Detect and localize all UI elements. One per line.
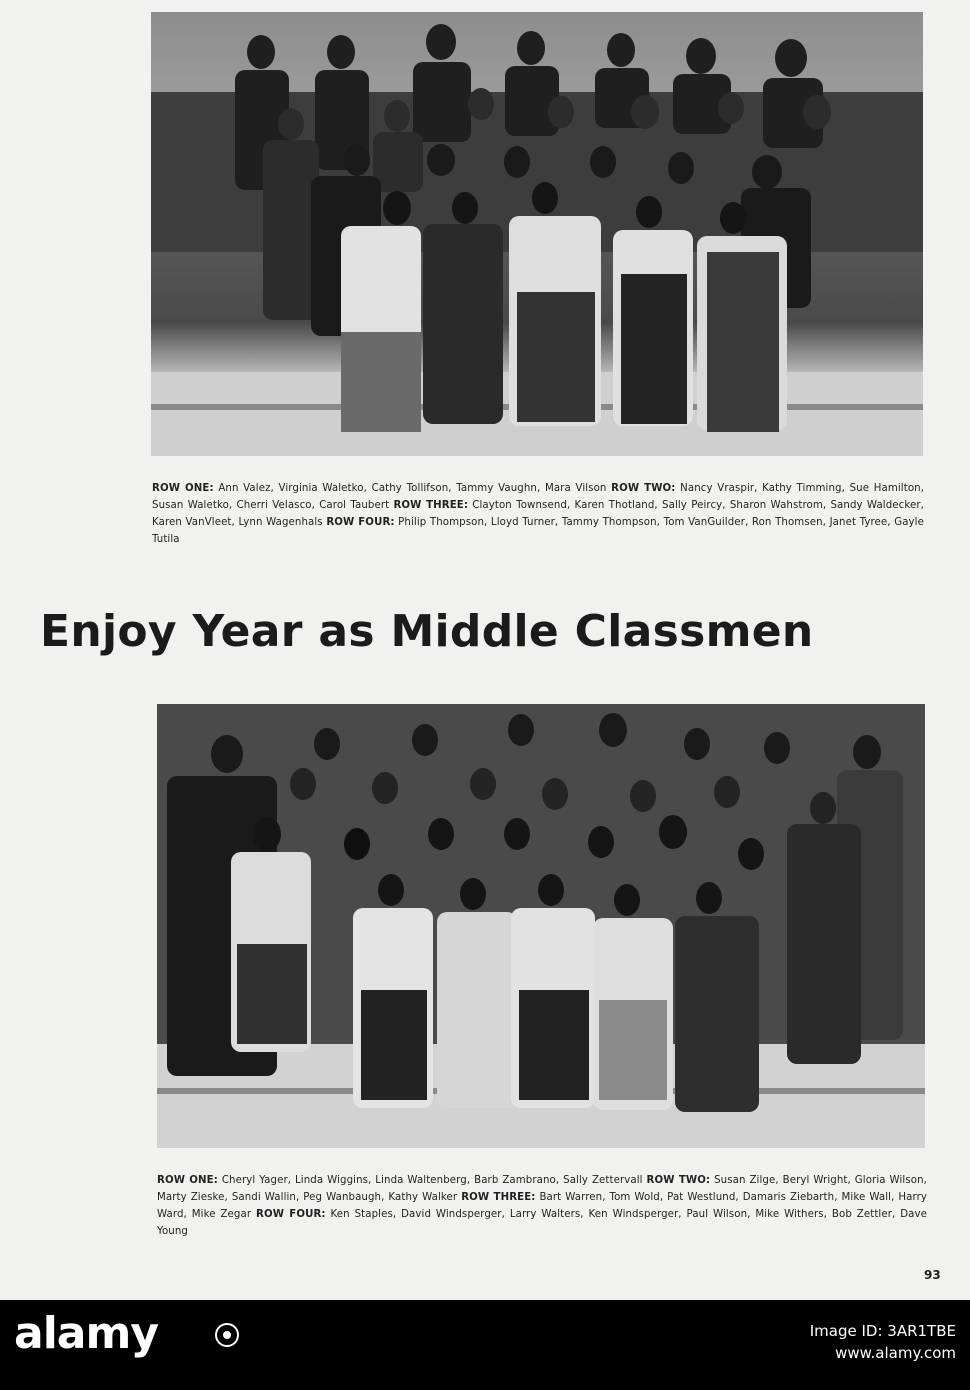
row-two-label: ROW TWO: bbox=[646, 1175, 711, 1186]
class-photo-bottom bbox=[157, 704, 925, 1148]
row-one-label: ROW ONE: bbox=[157, 1175, 218, 1186]
page-headline: Enjoy Year as Middle Classmen bbox=[40, 606, 814, 657]
row-three-label: ROW THREE: bbox=[461, 1192, 536, 1203]
page-number: 93 bbox=[924, 1268, 941, 1282]
row-four-label: ROW FOUR: bbox=[326, 517, 395, 528]
row-three-names: Bart Warren, Tom Wold, Pat Westlund, Damaris Ziebarth, Mike Wall, Harry Ward, Mike Zegar bbox=[157, 1192, 928, 1220]
row-four-names: Ken Staples, David Windsperger, Larry Walters, Ken Windsperger, Paul Wilson, Mike Withers, Bob Zettler, Dave Young bbox=[157, 1209, 928, 1237]
watermark-footer bbox=[0, 1300, 970, 1390]
row-four-names: Philip Thompson, Lloyd Turner, Tammy Thompson, Tom VanGuilder, Ron Thomsen, Janet Tyree, Gayle Tutila bbox=[152, 517, 924, 545]
watermark-logo: alamy bbox=[14, 1308, 158, 1359]
row-one-names: Cheryl Yager, Linda Wiggins, Linda Waltenberg, Barb Zambrano, Sally Zettervall bbox=[221, 1175, 643, 1186]
class-photo-top-figures bbox=[151, 12, 923, 456]
row-two-names: Nancy Vraspir, Kathy Timming, Sue Hamilton, Susan Waletko, Cherri Velasco, Carol Taubert bbox=[152, 483, 925, 511]
class-photo-bottom-figures bbox=[157, 704, 925, 1148]
row-three-label: ROW THREE: bbox=[393, 500, 468, 511]
photo-top-caption bbox=[152, 480, 924, 548]
watermark-image-id: Image ID: 3AR1TBE bbox=[809, 1322, 956, 1340]
class-photo-top bbox=[151, 12, 923, 456]
row-one-names: Ann Valez, Virginia Waletko, Cathy Tollifson, Tammy Vaughn, Mara Vilson bbox=[218, 483, 607, 494]
row-four-label: ROW FOUR: bbox=[256, 1209, 326, 1220]
watermark-info bbox=[810, 1320, 956, 1364]
row-two-names: Susan Zilge, Beryl Wright, Gloria Wilson, Marty Zieske, Sandi Wallin, Peg Wanbaugh, Kathy Walker bbox=[157, 1175, 927, 1203]
photo-bottom-caption bbox=[157, 1172, 927, 1240]
watermark-logo-icon bbox=[214, 1322, 240, 1348]
watermark-site: www.alamy.com bbox=[835, 1344, 956, 1362]
row-one-label: ROW ONE: bbox=[152, 483, 214, 494]
row-two-label: ROW TWO: bbox=[611, 483, 676, 494]
row-three-names: Clayton Townsend, Karen Thotland, Sally Peircy, Sharon Wahstrom, Sandy Waldecker, Karen VanVleet, Lynn Wagenhals bbox=[152, 500, 924, 528]
